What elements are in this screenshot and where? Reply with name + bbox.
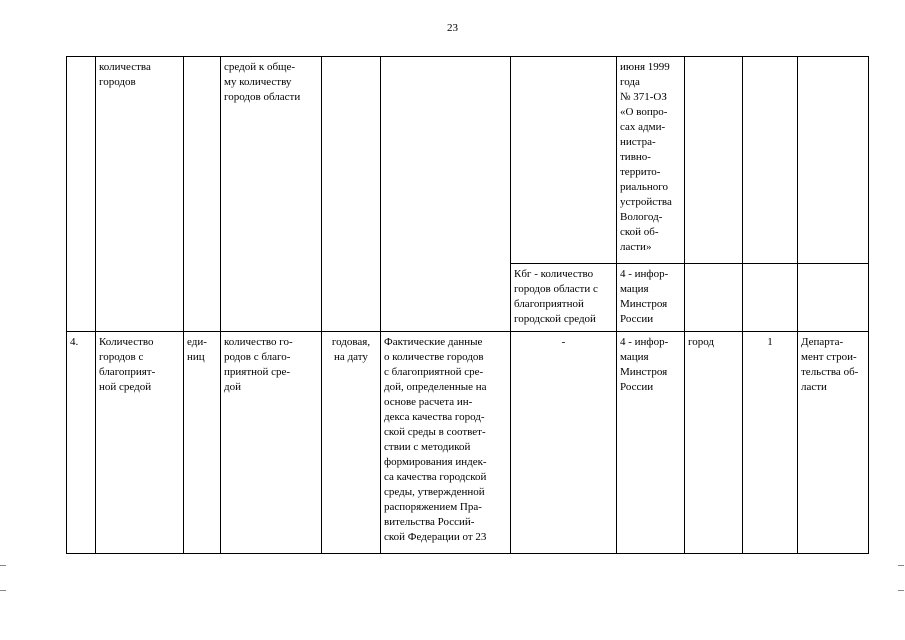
indicator-name-cell: Количество городов с благоприят- ной средой	[96, 332, 184, 554]
value-cell: 1	[743, 332, 798, 554]
method-cell: Фактические данные о количестве городов с благоприятной сре- дой, определенные на основе расчета ин- декса качества город- ской среды в соответ- ствии с методикой формирования индек- са качества городской среды, утвержденной распоряжением Пра- вительства Россий- ской Федерации от 23	[381, 332, 511, 554]
indicator-name-cell: количества городов	[96, 57, 184, 332]
aggregation-cell: город	[685, 332, 743, 554]
variable-cell: -	[511, 332, 617, 554]
source-cell: июня 1999 года № 371-ОЗ «О вопро- сах адми- нистра- тивно- террито- риального устройства Вологод- ской об- ласти»	[617, 57, 685, 264]
page-number: 23	[447, 22, 458, 34]
table-cell	[381, 57, 511, 332]
source-cell: 4 - инфор- мация Минстроя России	[617, 264, 685, 332]
table-cell	[685, 264, 743, 332]
table-cell	[798, 57, 869, 264]
table-cell	[743, 264, 798, 332]
table-cell	[67, 57, 96, 332]
table-row	[67, 57, 869, 264]
table-cell	[184, 57, 221, 332]
responsible-cell: Департа- мент строи- тельства об- ласти	[798, 332, 869, 554]
table-cell	[322, 57, 381, 332]
table-cell	[511, 57, 617, 264]
edge-mark	[898, 590, 904, 591]
unit-cell: еди- ниц	[184, 332, 221, 554]
row-number-cell: 4.	[67, 332, 96, 554]
table-cell	[685, 57, 743, 264]
document-table	[66, 56, 869, 554]
edge-mark	[0, 590, 6, 591]
periodicity-cell: годовая, на дату	[322, 332, 381, 554]
table-cell	[798, 264, 869, 332]
source-cell: 4 - инфор- мация Минстроя России	[617, 332, 685, 554]
definition-cell: средой к обще- му количеству городов области	[221, 57, 322, 332]
definition-cell: количество го- родов с благо- приятной сре- дой	[221, 332, 322, 554]
variable-cell: Кбг - количество городов области с благоприятной городской средой	[511, 264, 617, 332]
edge-mark	[898, 565, 904, 566]
table-cell	[743, 57, 798, 264]
edge-mark	[0, 565, 6, 566]
table-row	[67, 332, 869, 554]
